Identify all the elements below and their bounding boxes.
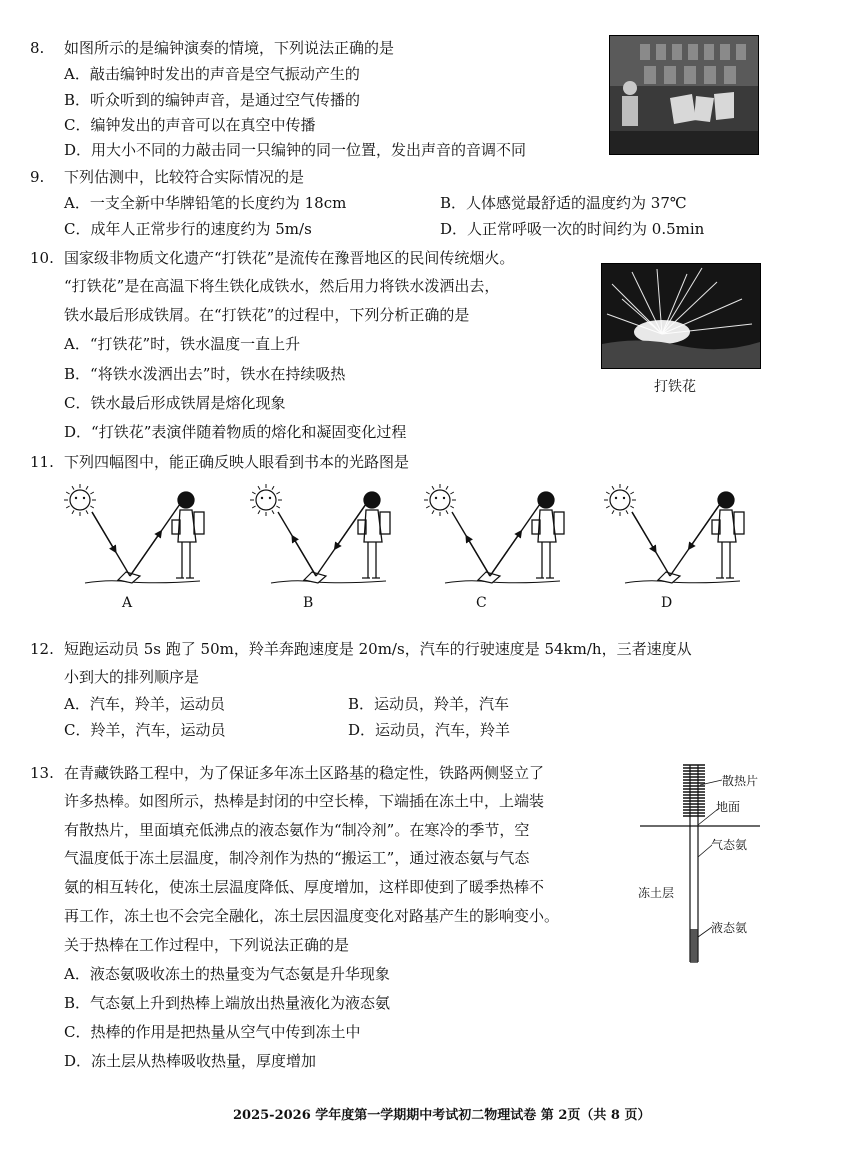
q9-stem: 下列估测中，比较符合实际情况的是 <box>64 168 305 186</box>
q12-option-b: B．运动员，羚羊，汽车 <box>348 695 510 713</box>
q8-option-a: A．敲击编钟时发出的声音是空气振动产生的 <box>64 65 360 83</box>
light-diagram-b <box>250 484 390 583</box>
q12-option-d: D．运动员，汽车，羚羊 <box>348 721 511 739</box>
ray-eye-to-book-arrow <box>689 504 720 549</box>
q8-number: 8. <box>30 39 45 57</box>
ray-book-to-sun-arrow <box>466 536 490 576</box>
q11-number: 11. <box>30 453 54 471</box>
ray-sun-to-book-arrow <box>632 512 656 552</box>
q13-stem-line-3: 有散热片，里面填充低沸点的液态氨作为“制冷剂”。在寒冷的季节，空 <box>64 821 530 839</box>
q10-stem-line-2: “打铁花”是在高温下将生铁化成铁水，然后用力将铁水泼洒出去， <box>64 277 500 295</box>
light-diagram-d <box>604 484 744 583</box>
q13-stem-line-1: 在青藏铁路工程中，为了保证多年冻土区路基的稳定性，铁路两侧竖立了 <box>64 764 545 782</box>
label-frozen-soil: 冻土层 <box>638 886 675 900</box>
person-icon <box>532 492 564 578</box>
q10-stem-line-3: 铁水最后形成铁屑。在“打铁花”的过程中，下列分析正确的是 <box>64 306 470 324</box>
q12-option-a: A．汽车，羚羊，运动员 <box>64 695 225 713</box>
sun-icon <box>250 484 282 516</box>
bianzhong-photo <box>609 35 759 155</box>
q10-number: 10. <box>30 249 54 267</box>
q11-stem: 下列四幅图中，能正确反映人眼看到书本的光路图是 <box>64 453 410 471</box>
page-footer: 2025-2026 学年度第一学期期中考试初二物理试卷 第 2页（共 8 页） <box>233 1108 651 1123</box>
ray-book-to-eye-arrow <box>130 531 161 576</box>
datiehua-photo-art <box>602 264 760 368</box>
label-fins: 散热片 <box>722 774 759 788</box>
q9-option-d: D．人正常呼吸一次的时间约为 0.5min <box>440 220 705 238</box>
person-icon <box>172 492 204 578</box>
q9-option-a: A．一支全新中华牌铅笔的长度约为 18cm <box>64 194 347 212</box>
diagram-label-b: B <box>303 595 314 611</box>
q13-stem-line-7: 关于热棒在工作过程中，下列说法正确的是 <box>64 936 350 954</box>
q12-option-c: C．羚羊，汽车，运动员 <box>64 721 226 739</box>
q9-option-b: B．人体感觉最舒适的温度约为 37℃ <box>440 194 687 212</box>
q10-option-c: C．铁水最后形成铁屑是熔化现象 <box>64 394 286 412</box>
q13-option-a: A．液态氨吸收冻土的热量变为气态氨是升华现象 <box>64 965 390 983</box>
q8-stem: 如图所示的是编钟演奏的情境，下列说法正确的是 <box>64 39 395 57</box>
label-liquid-ammonia: 液态氨 <box>711 921 748 935</box>
sun-icon <box>64 484 96 516</box>
ray-sun-to-book-arrow <box>92 512 116 552</box>
q13-option-c: C．热棒的作用是把热量从空气中传到冻土中 <box>64 1023 361 1041</box>
bianzhong-photo-art <box>610 36 758 154</box>
ground-line <box>625 581 740 583</box>
label-ground: 地面 <box>716 800 741 814</box>
q13-stem-line-5: 氨的相互转化，使冻土层温度降低、厚度增加，这样即使到了暖季热棒不 <box>64 878 545 896</box>
ground-line <box>271 581 386 583</box>
q13-stem-line-6: 再工作，冻土也不会完全融化，冻土层因温度变化对路基产生的影响变小。 <box>64 907 560 925</box>
ray-book-to-eye-arrow <box>490 531 521 576</box>
person-icon <box>358 492 390 578</box>
q10-option-b: B．“将铁水泼洒出去”时，铁水在持续吸热 <box>64 365 346 383</box>
q13-stem-line-4: 气温度低于冻土层温度，制冷剂作为热的“搬运工”，通过液态氨与气态 <box>64 849 530 867</box>
diagram-label-a: A <box>122 595 133 611</box>
q13-option-b: B．气态氨上升到热棒上端放出热量液化为液态氨 <box>64 994 391 1012</box>
q8-option-d: D．用大小不同的力敲击同一只编钟的同一位置，发出声音的音调不同 <box>64 141 527 159</box>
q12-number: 12. <box>30 640 54 658</box>
light-diagram-c <box>424 484 564 583</box>
diagram-label-c: C <box>476 595 487 611</box>
heat-pipe-figure <box>640 757 780 972</box>
q10-option-a: A．“打铁花”时，铁水温度一直上升 <box>64 335 301 353</box>
q10-stem-line-1: 国家级非物质文化遗产“打铁花”是流传在豫晋地区的民间传统烟火。 <box>64 249 515 267</box>
q9-number: 9. <box>30 168 45 186</box>
sun-icon <box>604 484 636 516</box>
sun-icon <box>424 484 456 516</box>
q13-option-d: D．冻土层从热棒吸收热量，厚度增加 <box>64 1052 317 1070</box>
q12-stem-line-2: 小到大的排列顺序是 <box>64 668 200 686</box>
q9-option-c: C．成年人正常步行的速度约为 5m/s <box>64 220 312 238</box>
ray-eye-to-book-arrow <box>335 504 366 549</box>
q13-number: 13. <box>30 764 54 782</box>
q13-stem-line-2: 许多热棒。如图所示，热棒是封闭的中空长棒，下端插在冻土中，上端装 <box>64 792 545 810</box>
q8-option-b: B．听众听到的编钟声音，是通过空气传播的 <box>64 91 361 109</box>
q8-option-c: C．编钟发出的声音可以在真空中传播 <box>64 116 316 134</box>
ground-line <box>85 581 200 583</box>
ground-line <box>445 581 560 583</box>
datiehua-caption: 打铁花 <box>654 379 696 395</box>
ray-book-to-sun-arrow <box>292 536 316 576</box>
light-diagram-a <box>64 484 204 583</box>
diagram-label-d: D <box>661 595 673 611</box>
q12-stem-line-1: 短跑运动员 5s 跑了 50m，羚羊奔跑速度是 20m/s，汽车的行驶速度是 54km/h，三者速度从 <box>64 640 692 658</box>
datiehua-photo <box>601 263 761 369</box>
person-icon <box>712 492 744 578</box>
label-gas-ammonia: 气态氨 <box>711 838 748 852</box>
q10-option-d: D．“打铁花”表演伴随着物质的熔化和凝固变化过程 <box>64 423 407 441</box>
